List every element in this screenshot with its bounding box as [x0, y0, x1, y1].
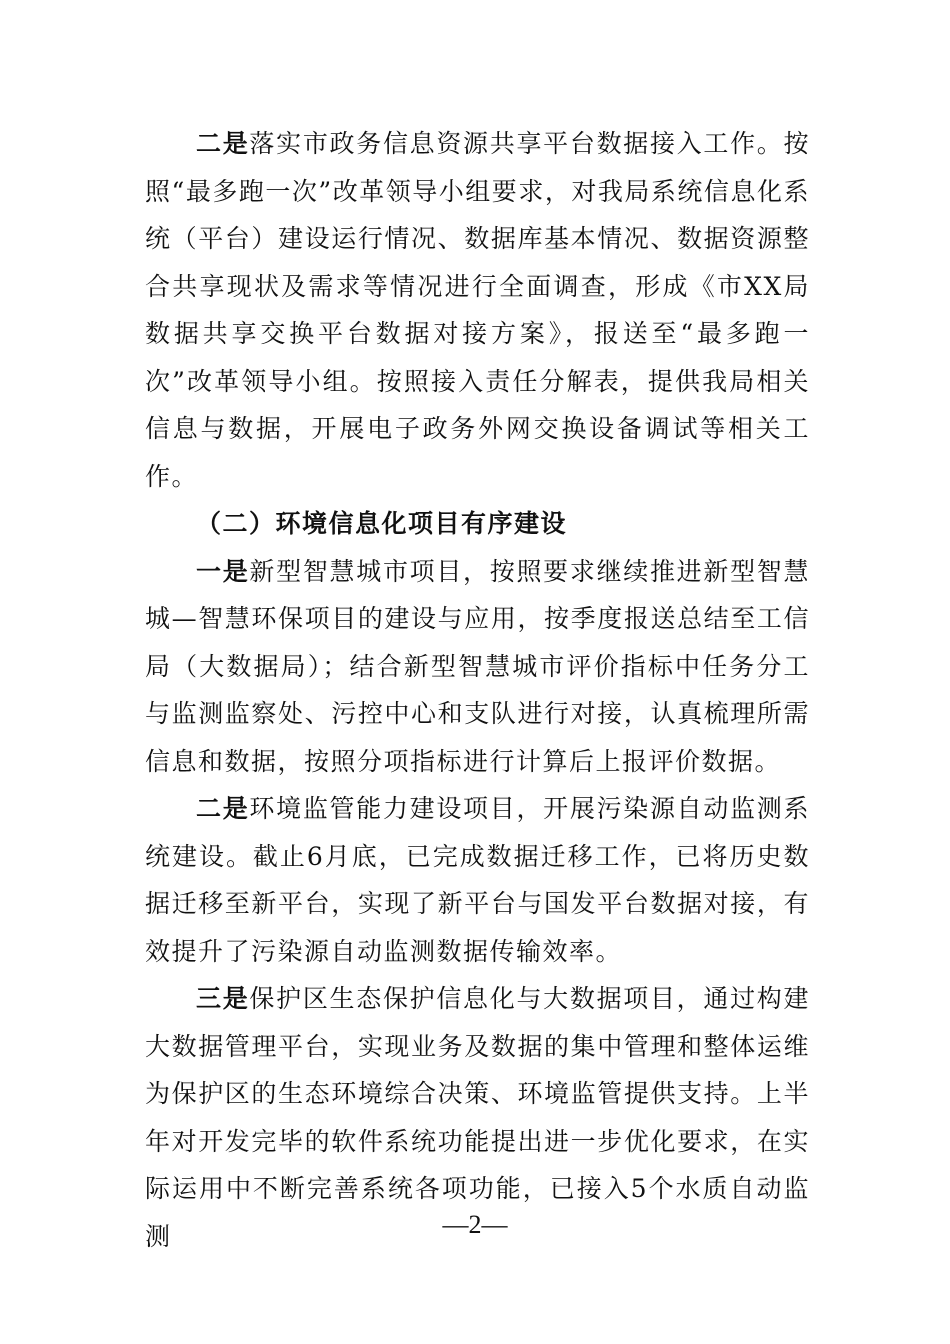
- paragraph-lead: 二是: [196, 794, 250, 823]
- paragraph-data-integration: [145, 120, 810, 500]
- paragraph-monitoring-capacity: [145, 785, 810, 975]
- paragraph-text: 保护区生态保护信息化与大数据项目，通过构建大数据管理平台，实现业务及数据的集中管理和整体运维为保护区的生态环境综合决策、环境监管提供支持。上半年对开发完毕的软件系统功能提出进一步优化要求，在实际运用中不断完善系统各项功能，已接入5个水质自动监测: [145, 984, 810, 1251]
- paragraph-lead: 一是: [196, 556, 250, 586]
- paragraph-text: 落实市政务信息资源共享平台数据接入工作。按照“最多跑一次”改革领导小组要求，对我局系统信息化系统（平台）建设运行情况、数据库基本情况、数据资源整合共享现状及需求等情况进行全面调查，形成《市XX局数据共享交换平台数据对接方案》，报送至“最多跑一次”改革领导小组。按照接入责任分解表，提供我局相关信息与数据，开展电子政务外网交换设备调试等相关工作。: [145, 129, 810, 491]
- paragraph-text: 环境监管能力建设项目，开展污染源自动监测系统建设。截止6月底，已完成数据迁移工作，已将历史数据迁移至新平台，实现了新平台与国发平台数据对接，有效提升了污染源自动监测数据传输效率。: [145, 794, 810, 966]
- section-heading: （二）环境信息化项目有序建设: [196, 509, 568, 538]
- paragraph-lead: 三是: [196, 984, 250, 1013]
- paragraph-text: 新型智慧城市项目，按照要求继续推进新型智慧城—智慧环保项目的建设与应用，按季度报送总结至工信局（大数据局）；结合新型智慧城市评价指标中任务分工与监测监察处、污控中心和支队进行对接，认真梳理所需信息和数据，按照分项指标进行计算后上报评价数据。: [145, 556, 810, 776]
- page-number: —2—: [442, 1210, 508, 1239]
- document-body: [145, 120, 810, 1260]
- paragraph-lead: 二是: [196, 129, 250, 158]
- paragraph-smart-city: [145, 548, 810, 786]
